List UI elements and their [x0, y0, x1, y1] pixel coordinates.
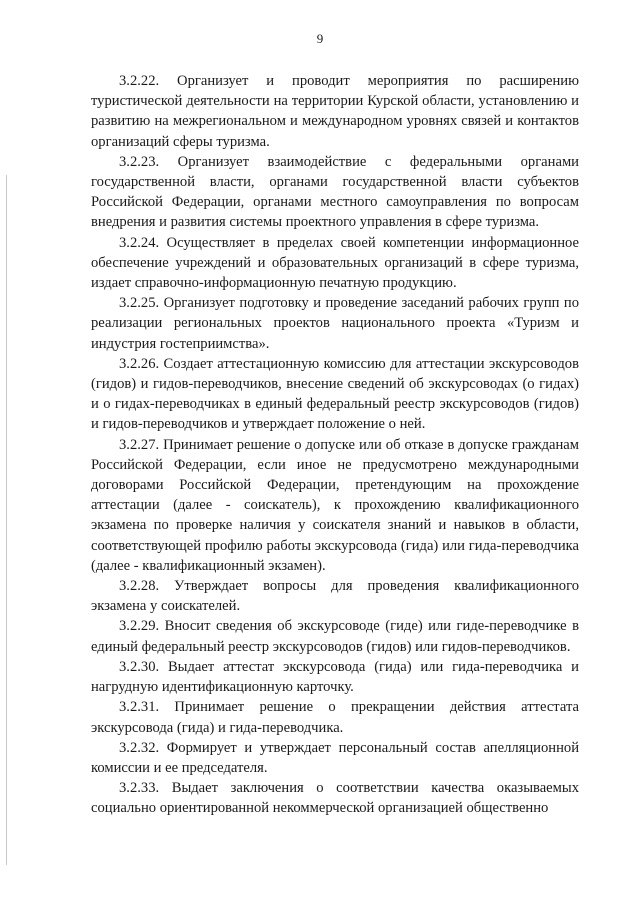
page-number: 9: [316, 31, 324, 46]
paragraph-3-2-23: 3.2.23. Организует взаимодействие с федеральными органами государственной власти, органами государственной власти субъектов Российской Федерации, органами местного самоуправления по вопросам внедрения и развития системы проектного управления в сфере туризма.: [91, 153, 579, 231]
page-body: [91, 71, 579, 819]
paragraph-3-2-33: 3.2.33. Выдает заключения о соответствии качества оказываемых социально ориентированной некоммерческой организацией общественно: [91, 780, 579, 817]
paragraph-3-2-22: 3.2.22. Организует и проводит мероприятия по расширению туристической деятельности на территории Курской области, установлению и развитию на межрегиональном и международном уровнях связей и контактов организаций сферы туризма.: [91, 73, 579, 150]
paragraph-3-2-25: 3.2.25. Организует подготовку и проведение заседаний рабочих групп по реализации региональных проектов национального проекта «Туризм и индустрия гостеприимства».: [91, 295, 579, 352]
scan-edge-line: [6, 175, 7, 865]
paragraph-3-2-28: 3.2.28. Утверждает вопросы для проведения квалификационного экзамена у соискателей.: [91, 578, 579, 615]
paragraph-3-2-29: 3.2.29. Вносит сведения об экскурсоводе (гиде) или гиде-переводчике в единый федеральный реестр экскурсоводов (гидов) или гидов-переводчиков.: [91, 618, 579, 655]
paragraph-3-2-30: 3.2.30. Выдает аттестат экскурсовода (гида) или гида-переводчика и нагрудную идентификационную карточку.: [91, 658, 579, 696]
paragraph-3-2-32: 3.2.32. Формирует и утверждает персональный состав апелляционной комиссии и ее председателя.: [91, 739, 579, 776]
paragraph-3-2-31: 3.2.31. Принимает решение о прекращении действия аттестата экскурсовода (гида) и гида-переводчика.: [91, 699, 579, 736]
paragraph-3-2-26: 3.2.26. Создает аттестационную комиссию для аттестации экскурсоводов (гидов) и гидов-переводчиков, внесение сведений об экскурсоводах (о гидах) и о гидах-переводчиках в единый федеральный реестр экскурсоводов (гидов) и гидов-переводчиков и утверждает положение о ней.: [91, 355, 579, 433]
paragraph-3-2-27: 3.2.27. Принимает решение о допуске или об отказе в допуске гражданам Российской Федерации, если иное не предусмотрено международными договорами Российской Федерации, претендующим на прохождение аттестации (далее - соискатель), к прохождению квалификационного экзамена по проверке наличия у соискателя знаний и навыков в области, соответствующей профилю работы экскурсовода (гида) или гида-переводчика (далее - квалификационный экзамен).: [91, 436, 579, 574]
paragraph-3-2-24: 3.2.24. Осуществляет в пределах своей компетенции информационное обеспечение учреждений и образовательных организаций в сфере туризма, издает справочно-информационную печатную продукцию.: [91, 234, 579, 292]
